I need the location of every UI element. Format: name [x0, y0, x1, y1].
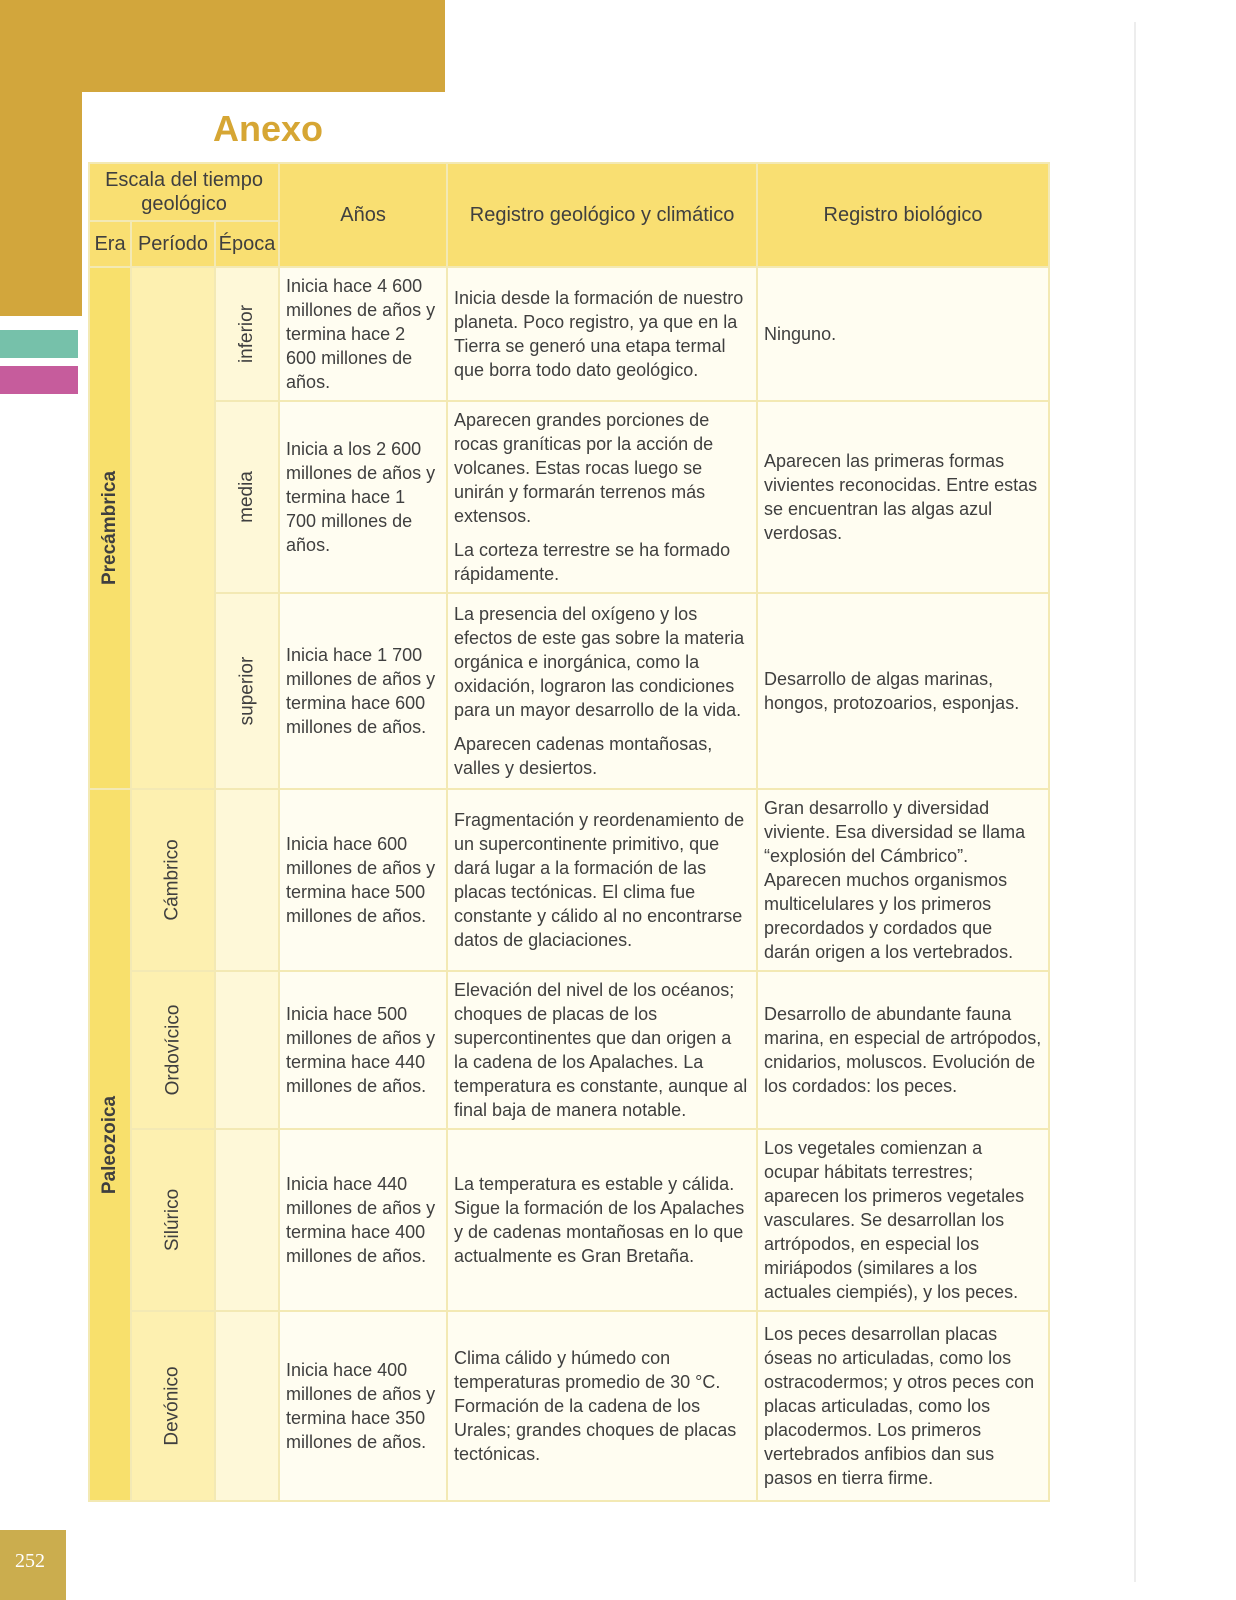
- header-epoch: Época: [215, 221, 279, 267]
- bio-cell: Desarrollo de algas marinas, hongos, protozoarios, esponjas.: [757, 593, 1049, 789]
- geo-text: La temperatura es estable y cálida. Sigue la formación de los Apalaches y de cadenas montañosas en lo que actualmente es Gran Bretaña.: [454, 1174, 745, 1266]
- geo-cell: [447, 789, 757, 971]
- years-cell: Inicia hace 500 millones de años y termina hace 440 millones de años.: [279, 971, 447, 1129]
- geo-cell: [447, 1129, 757, 1311]
- era-cell: [89, 789, 131, 1501]
- era-label: Precámbrica: [99, 470, 121, 586]
- bio-cell: Gran desarrollo y diversidad viviente. Esa diversidad se llama “explosión del Cámbrico”. Aparecen muchos organismos multicelulares y los primeros precordados y cordados que darán origen a los vertebrados.: [757, 789, 1049, 971]
- bio-cell: Los peces desarrollan placas óseas no articuladas, como los ostracodermos; y otros peces con placas articuladas, como los placodermos. Los primeros vertebrados anfibios dan sus pasos en tierra firme.: [757, 1311, 1049, 1501]
- epoch-cell: [215, 1129, 279, 1311]
- color-tab-teal: [0, 330, 78, 358]
- header-period: Período: [131, 221, 215, 267]
- header-geo: Registro geológico y climático: [447, 163, 757, 267]
- table-row: [89, 401, 1049, 593]
- bio-cell: Aparecen las primeras formas vivientes reconocidas. Entre estas se encuentran las algas azul verdosas.: [757, 401, 1049, 593]
- geo-text: Clima cálido y húmedo con temperaturas promedio de 30 °C. Formación de la cadena de los Urales; grandes choques de placas tectónicas.: [454, 1348, 737, 1464]
- page-number: 252: [15, 1550, 45, 1572]
- period-label: Devónico: [162, 1366, 183, 1446]
- geo-text: Aparecen grandes porciones de rocas graníticas por la acción de volcanes. Estas rocas luego se unirán y formarán terrenos más extensos.: [454, 410, 714, 526]
- geo-cell: [447, 1311, 757, 1501]
- table-row: [89, 789, 1049, 971]
- bio-cell: Los vegetales comienzan a ocupar hábitats terrestres; aparecen los primeros vegetales vasculares. Se desarrollan los artrópodos, en especial los miriápodos (similares a los actuales ciempiés), y los peces.: [757, 1129, 1049, 1311]
- bio-cell: Desarrollo de abundante fauna marina, en especial de artrópodos, cnidarios, moluscos. Evolución de los cordados: los peces.: [757, 971, 1049, 1129]
- geologic-time-table: [88, 162, 1050, 1502]
- geo-text: Inicia desde la formación de nuestro planeta. Poco registro, ya que en la Tierra se generó una etapa termal que borra todo dato geológico.: [454, 288, 744, 380]
- geo-text: La presencia del oxígeno y los efectos de este gas sobre la materia orgánica e inorgánica, como la oxidación, lograron las condiciones para un mayor desarrollo de la vida.: [454, 604, 745, 720]
- geo-cell: [447, 267, 757, 401]
- epoch-label: inferior: [236, 304, 258, 364]
- geo-text: La corteza terrestre se ha formado rápidamente.: [454, 540, 731, 584]
- period-cell: [131, 1129, 215, 1311]
- header-era: Era: [89, 221, 131, 267]
- epoch-cell: [215, 267, 279, 401]
- page-title: Anexo: [213, 108, 324, 149]
- header-years: Años: [279, 163, 447, 267]
- table-row: [89, 593, 1049, 789]
- epoch-cell: [215, 971, 279, 1129]
- period-label: Cámbrico: [162, 839, 183, 921]
- color-tab-pink: [0, 366, 78, 394]
- geo-text: Elevación del nivel de los océanos; choques de placas de los supercontinentes que dan origen a la cadena de los Apalaches. La temperatura es constante, aunque al final baja de manera notable.: [454, 980, 748, 1120]
- table-row: [89, 1311, 1049, 1501]
- table-row: [89, 971, 1049, 1129]
- epoch-label: superior: [236, 656, 258, 726]
- geo-text: Fragmentación y reordenamiento de un supercontinente primitivo, que dará lugar a la formación de las placas tectónicas. El clima fue constante y cálido al no encontrarse datos de glaciaciones.: [454, 810, 745, 950]
- table-row: [89, 267, 1049, 401]
- epoch-cell: [215, 593, 279, 789]
- decorative-band-left: [0, 0, 82, 316]
- period-cell: [131, 971, 215, 1129]
- years-cell: Inicia hace 1 700 millones de años y termina hace 600 millones de años.: [279, 593, 447, 789]
- epoch-cell: [215, 401, 279, 593]
- years-cell: Inicia hace 600 millones de años y termina hace 500 millones de años.: [279, 789, 447, 971]
- period-label: Ordovícico: [162, 1004, 183, 1096]
- geo-cell: [447, 971, 757, 1129]
- header-bio: Registro biológico: [757, 163, 1049, 267]
- period-cell: [131, 789, 215, 971]
- years-cell: Inicia hace 400 millones de años y termina hace 350 millones de años.: [279, 1311, 447, 1501]
- years-cell: Inicia a los 2 600 millones de años y termina hace 1 700 millones de años.: [279, 401, 447, 593]
- page-edge-line: [1134, 22, 1136, 1582]
- epoch-label: media: [236, 471, 258, 523]
- years-cell: Inicia hace 440 millones de años y termina hace 400 millones de años.: [279, 1129, 447, 1311]
- period-cell: [131, 267, 215, 789]
- header-scale: Escala del tiempo geológico: [89, 163, 279, 221]
- bio-cell: Ninguno.: [757, 267, 1049, 401]
- geo-cell: [447, 401, 757, 593]
- epoch-cell: [215, 1311, 279, 1501]
- geo-cell: [447, 593, 757, 789]
- period-label: Silúrico: [162, 1188, 183, 1252]
- geo-text: Aparecen cadenas montañosas, valles y desiertos.: [454, 734, 713, 778]
- years-cell: Inicia hace 4 600 millones de años y termina hace 2 600 millones de años.: [279, 267, 447, 401]
- period-cell: [131, 1311, 215, 1501]
- table-row: [89, 1129, 1049, 1311]
- era-label: Paleozoica: [99, 1095, 120, 1195]
- era-cell: [89, 267, 131, 789]
- epoch-cell: [215, 789, 279, 971]
